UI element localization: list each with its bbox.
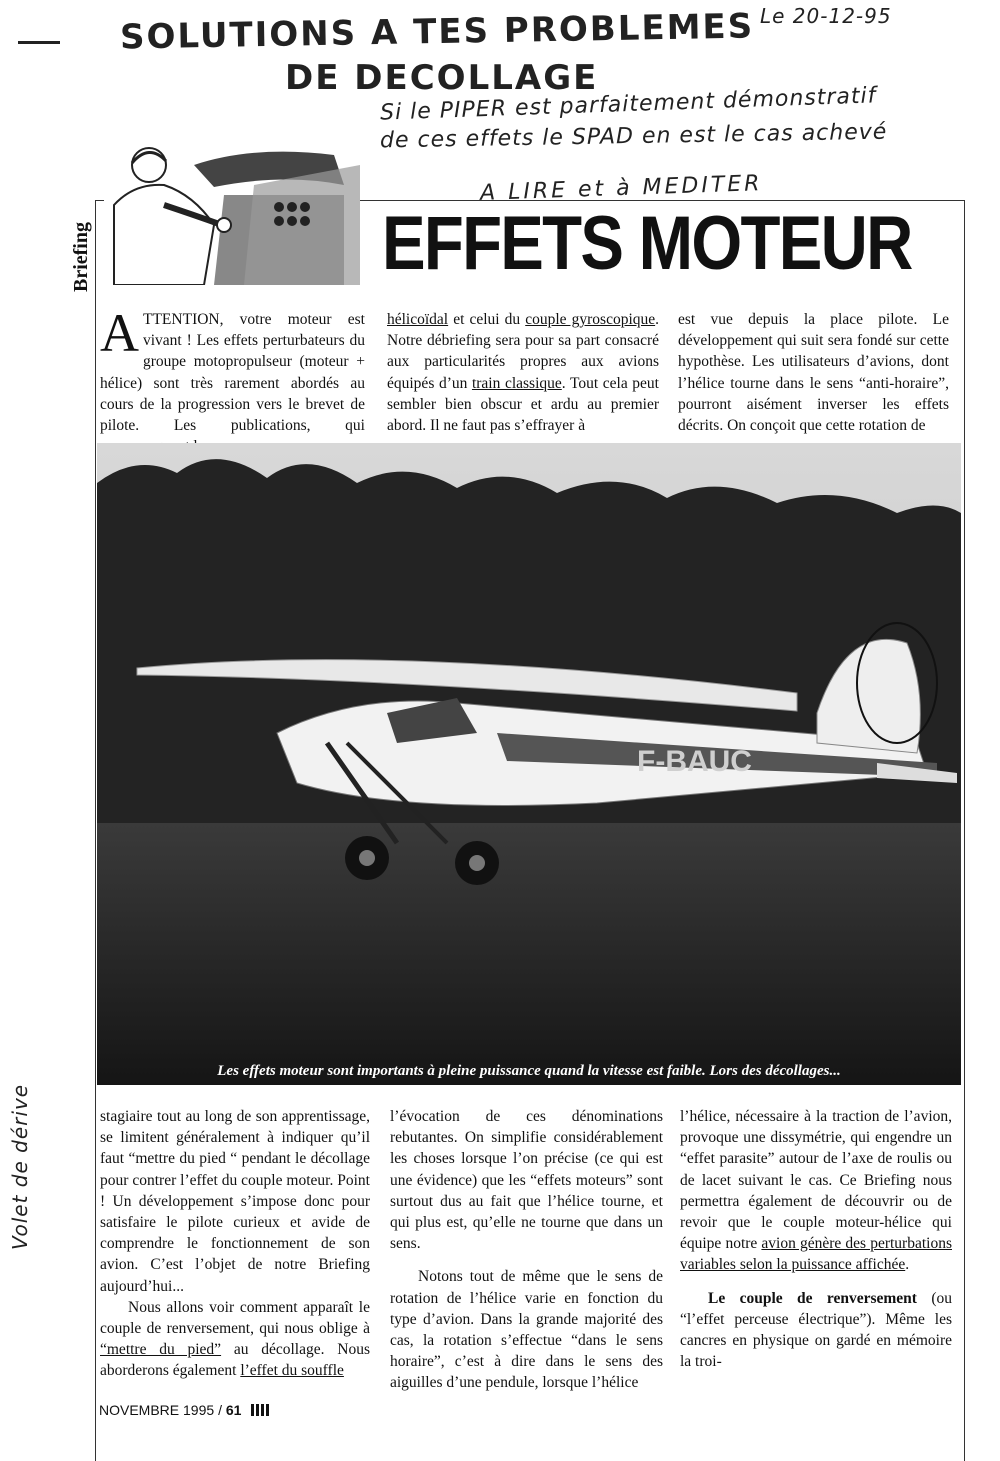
body-column-2 [390, 1106, 663, 1394]
intro-column-3 [678, 309, 949, 436]
term-train-classique: train classique [471, 374, 562, 392]
body-column-3 [680, 1106, 952, 1372]
body-3-paragraph-1 [680, 1106, 952, 1276]
body-3-paragraph-2 [680, 1288, 952, 1373]
term-perturbations-variables: avion génère des perturbations variables selon la puissance affichée [680, 1235, 952, 1274]
term-mettre-du-pied: “mettre du pied” [100, 1341, 222, 1359]
body-1-paragraph-1: stagiaire tout au long de son apprentissage, se limitent généralement à indiquer qu’il faut “mettre du pied “ pendant le décollage pour contrer l’effet du couple moteur. Point ! Un développement s’impose donc pour satisfaire le pilote curieux et avide de comprendre le fonctionnement de son avion. C’est l’objet de notre Briefing aujourd’hui... [100, 1108, 370, 1295]
term-couple-gyroscopique: couple gyroscopique [525, 311, 656, 328]
handwritten-margin-note: Volet de dérive [8, 1083, 32, 1250]
margin-dash [18, 41, 60, 44]
intro-text-2b: . Notre débriefing sera pour sa part consacré aux particularités propres aux avions équipés d’un [387, 311, 660, 392]
body-2-paragraph-2: Notons tout de même que le sens de rotation de l’hélice varie en fonction du type d’avion. Dans la grande majorité des cas, la rotation s’effectue “dans le sens horaire”, c’est à dire dans le sens des aiguilles d’une pendule, lorsque l’hélice [390, 1268, 663, 1392]
page-number: 61 [225, 1402, 242, 1418]
handwritten-title-line2: DE DECOLLAGE [285, 58, 599, 98]
body-column-1 [100, 1106, 370, 1382]
intro-text-1: TTENTION, votre moteur est vivant ! Les effets perturbateurs du groupe motopropulseur (moteur + hélice) sont très rarement abordés au cours de la progression vers le brevet de pilote. Les publications, qui [100, 311, 365, 435]
page-footer [99, 1402, 271, 1418]
article-headline: EFFETS MOTEUR [382, 201, 912, 286]
body-1-text-a: Nous allons voir comment apparaît le couple de renversement, qui nous oblige à [100, 1298, 370, 1338]
handwritten-title-line1: SOLUTIONS A TES PROBLEMES [119, 6, 755, 58]
intro-text-2c: . Tout cela peut sembler bien obscur et ardu au premier abord. Il ne faut pas s’effrayer à [387, 374, 659, 435]
handwritten-note-line2: de ces effets le SPAD en est le cas achevé [379, 119, 888, 154]
intro-column-1 [100, 303, 365, 457]
intro-text-3: est vue depuis la place pilote. Le développement qui suit sera fondé sur cette hypothèse. Les utilisateurs d’avions, dont l’hélice tourne dans le sens “anti-horaire”, pourront aisément inverser les effets décrits. On conçoit que cette rotation de [678, 311, 949, 435]
body-3-text-a: l’hélice, nécessaire à la traction de l’avion, provoque une dissymétrie, qui engendre un “effet parasite” autour de l’axe de roulis ou de lacet suivant le cas. Ce Briefing nous permettra également de découvrir ou de revoir que le couple moteur-hélice qui équipe notre [680, 1108, 952, 1253]
body-1-text-c: au décollage. Nous aborderons également [100, 1341, 370, 1380]
pilot-illustration [104, 125, 360, 285]
photo-caption: Les effets moteur sont importants à pleine puissance quand la vitesse est faible. Lors des décollages... [217, 1063, 841, 1079]
footer-separator: / [218, 1402, 222, 1418]
term-helicoidal: hélicoïdal [387, 311, 449, 328]
airplane-photo [97, 443, 961, 1085]
handwritten-date: Le 20-12-95 [760, 4, 892, 28]
term-effet-du-souffle: l’effet du souffle [240, 1362, 344, 1380]
body-1-paragraph-2 [100, 1297, 370, 1382]
drop-cap: A [100, 303, 139, 363]
issue-date: NOVEMBRE 1995 [99, 1402, 215, 1418]
body-3-text-d: (ou “l’effet perceuse électrique”). Même les cancres en physique on gardé en mémoire la troi- [680, 1289, 952, 1371]
intro-column-2 [387, 309, 659, 436]
body-3-text-c: . [905, 1256, 910, 1274]
handwritten-note-line3: A LIRE et à MEDITER [479, 171, 763, 206]
section-label: Briefing [70, 222, 92, 292]
body-2-paragraph-1: l’évocation de ces dénominations rebutantes. On simplifie considérablement les choses lorsque l’on précise (ce qui est une évidence) que les “effets moteurs” sont surtout dus au fait que l’hélice tourne, et qui plus est, qu’elle ne tourne que dans un sens. [390, 1108, 663, 1253]
aircraft-registration: F-BAUC [637, 745, 752, 778]
magazine-logo-bars [251, 1402, 271, 1418]
subhead-couple-renversement: Le couple de renversement [708, 1289, 917, 1307]
handwritten-note-line1: Si le PIPER est parfaitement démonstratif [379, 83, 877, 126]
intro-text-2a: et celui du [448, 311, 526, 328]
